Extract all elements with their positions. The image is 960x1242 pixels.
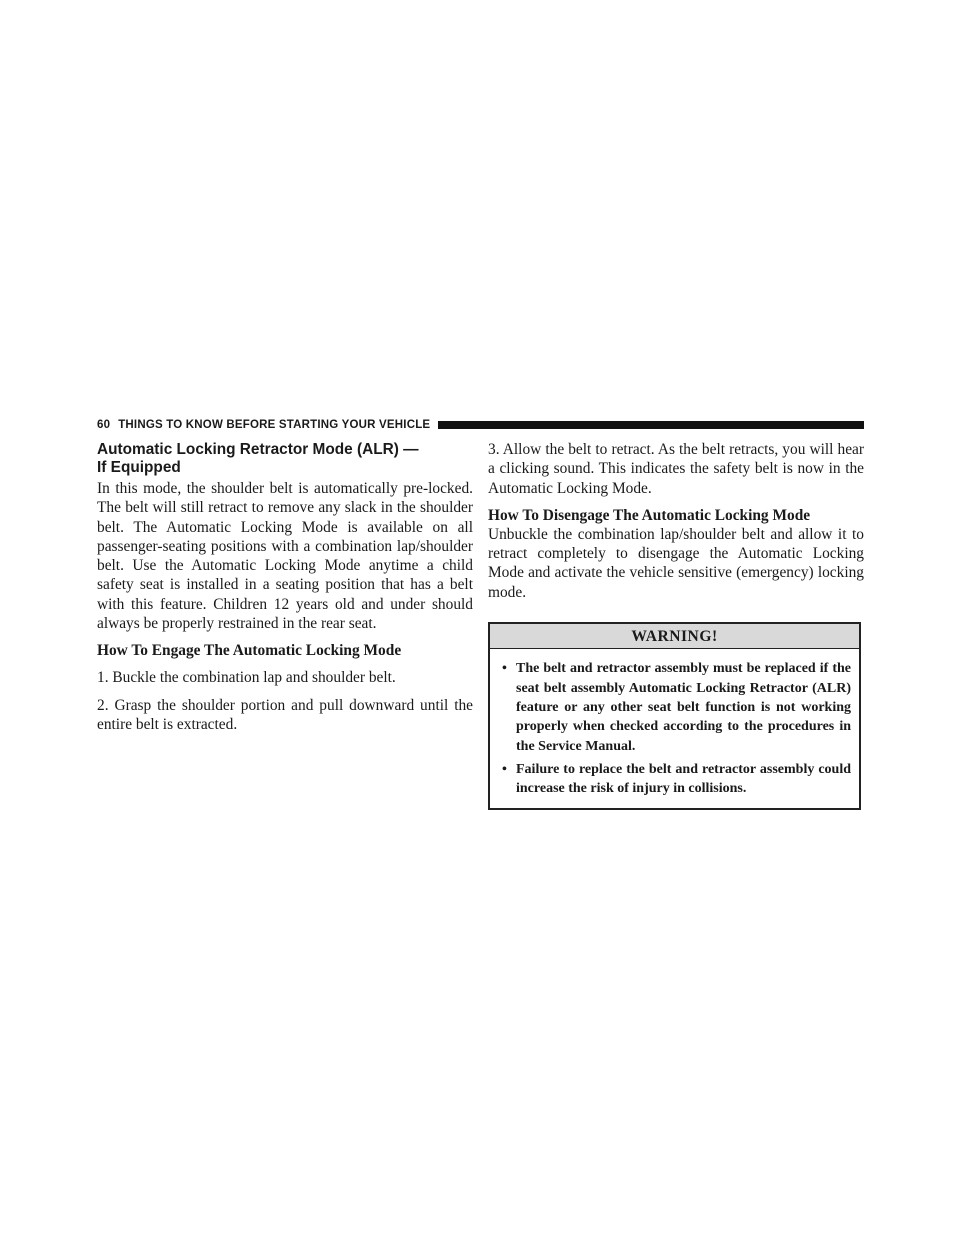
disengage-heading: How To Disengage The Automatic Locking Mode bbox=[488, 506, 811, 524]
page-number: 60 bbox=[97, 419, 111, 431]
right-column bbox=[488, 440, 864, 810]
warning-item bbox=[502, 760, 851, 799]
engage-step-2: 2. Grasp the shoulder portion and pull downward until the entire belt is extracted. bbox=[97, 696, 473, 733]
section-title: THINGS TO KNOW BEFORE STARTING YOUR VEHICLE bbox=[118, 419, 431, 431]
engage-step-3: 3. Allow the belt to retract. As the belt retracts, you will hear a clicking sound. This indicates the safety belt is now in the Automatic Locking Mode. bbox=[488, 441, 864, 497]
warning-title: WARNING! bbox=[490, 624, 859, 649]
alr-heading-line2: If Equipped bbox=[97, 459, 181, 476]
bullet-icon: • bbox=[502, 661, 507, 677]
engage-step-1: 1. Buckle the combination lap and shoulder belt. bbox=[97, 669, 396, 687]
alr-heading bbox=[97, 441, 473, 477]
left-column bbox=[97, 440, 473, 734]
warning-item-text: Failure to replace the belt and retractor assembly could increase the risk of injury in collisions. bbox=[516, 761, 851, 797]
page-header bbox=[97, 418, 864, 432]
warning-list bbox=[490, 649, 859, 808]
warning-item bbox=[502, 659, 851, 755]
disengage-paragraph: Unbuckle the combination lap/shoulder belt and allow it to retract completely to disengage the Automatic Locking Mode and activate the vehicle sensitive (emergency) locking mode. bbox=[488, 525, 864, 601]
warning-box bbox=[488, 622, 861, 810]
engage-heading: How To Engage The Automatic Locking Mode bbox=[97, 642, 402, 660]
alr-intro-paragraph: In this mode, the shoulder belt is automatically pre-locked. The belt will still retract to remove any slack in the shoulder belt. The Automatic Locking Mode is available on all passenger-seating positions with a combination lap/shoulder belt. Use the Automatic Locking Mode anytime a child safety seat is installed in a seating position that has a belt with this feature. Children 12 years old and under should always be properly restrained in the rear seat. bbox=[97, 480, 473, 633]
bullet-icon: • bbox=[502, 761, 507, 777]
header-rule bbox=[438, 421, 864, 429]
warning-item-text: The belt and retractor assembly must be replaced if the seat belt assembly Automatic Locking Retractor (ALR) feature or any other seat belt function is not working properly when checked according to the procedures in the Service Manual. bbox=[516, 661, 851, 754]
alr-heading-line1: Automatic Locking Retractor Mode (ALR) — bbox=[97, 441, 419, 458]
